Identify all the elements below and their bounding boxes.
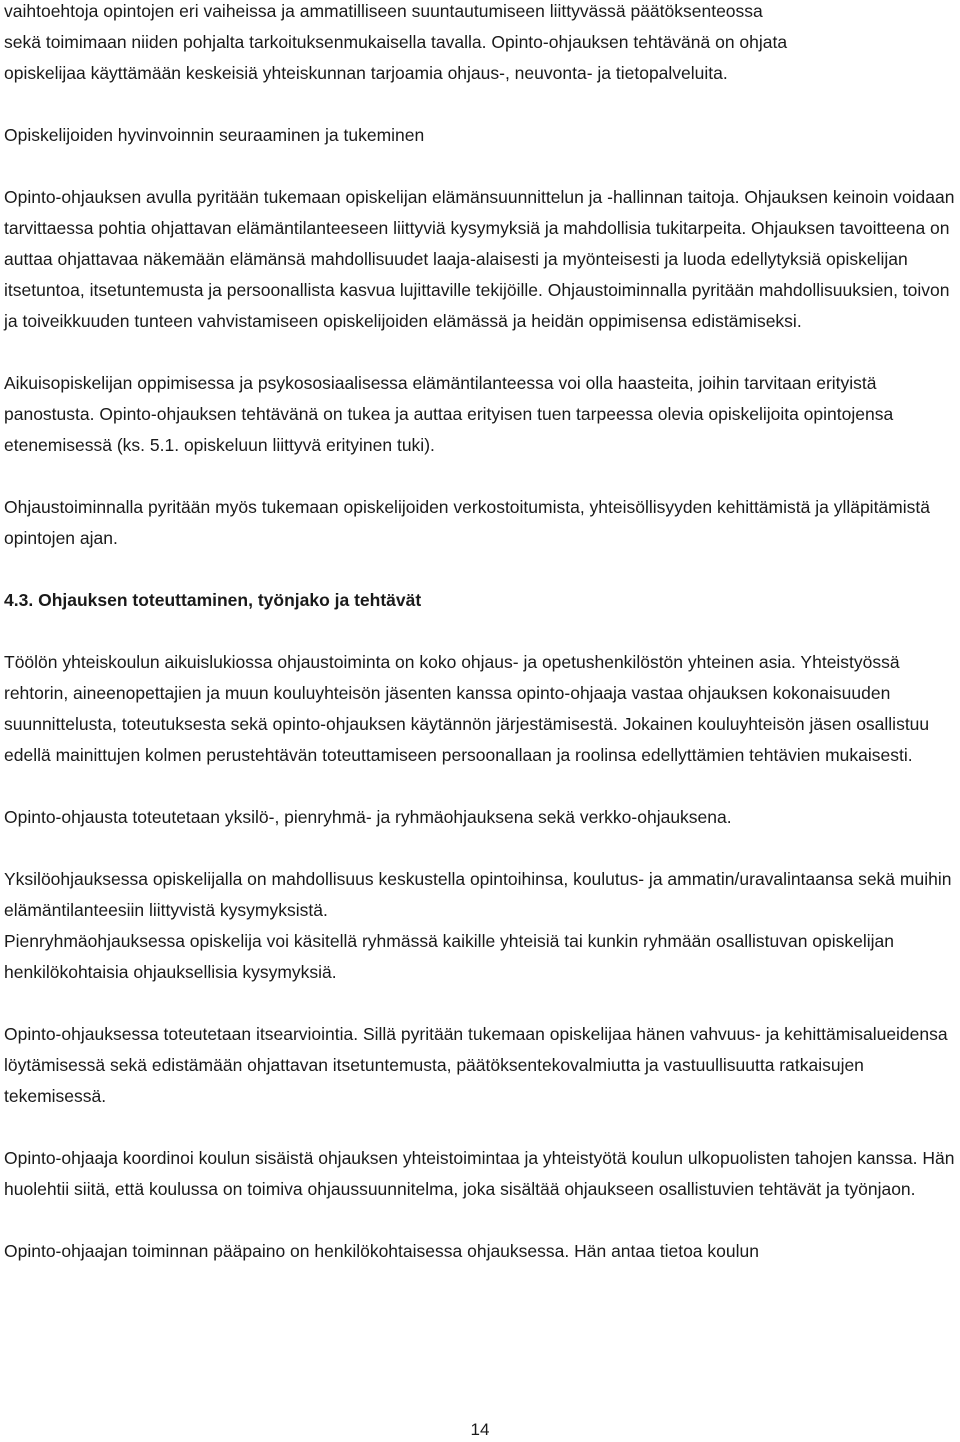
section-heading-4-3 (4, 585, 956, 616)
intro-line: sekä toimimaan niiden pohjalta tarkoituksenmukaisella tavalla. Opinto-ohjauksen tehtävänä on ohjata (4, 32, 788, 52)
paragraph: Opinto-ohjaajan toiminnan pääpaino on henkilökohtaisessa ohjauksessa. Hän antaa tietoa koulun (4, 1241, 759, 1261)
page-number: 14 (470, 1420, 490, 1439)
intro-paragraph (4, 0, 956, 89)
paragraph: Pienryhmäohjauksessa opiskelija voi käsitellä ryhmässä kaikille yhteisiä tai kunkin ryhmään osallistuvan opiskelijan henkilökohtaisia ohjauksellisia kysymyksiä. (4, 931, 895, 982)
paragraph: Opinto-ohjauksessa toteutetaan itsearviointia. Sillä pyritään tukemaan opiskelijaa hänen vahvuus- ja kehittämisalueidensa löytämisessä sekä edistämään ohjattavan itsetuntemusta, päätöksentekovalmiutta ja vastuullisuutta ratkaisujen tekemisessä. (4, 1024, 948, 1106)
paragraph: Opinto-ohjausta toteutetaan yksilö-, pienryhmä- ja ryhmäohjauksena sekä verkko-ohjauksena. (4, 807, 732, 827)
section-title: Ohjauksen toteuttaminen, työnjako ja tehtävät (38, 590, 422, 610)
paragraph: Töölön yhteiskoulun aikuislukiossa ohjaustoiminta on koko ohjaus- ja opetushenkilöstön yhteinen asia. Yhteistyössä rehtorin, aineenopettajien ja muun kouluyhteisön jäsenten kanssa opinto-ohjaaja vastaa ohjauksen kokonaisuuden suunnittelusta, toteutuksesta sekä opinto-ohjauksen käytännön järjestämisestä. Jokainen kouluyhteisön jäsen osallistuu edellä mainittujen kolmen perustehtävän toteuttamiseen persoonallaan ja roolinsa edellyttämien tehtävien mukaisesti. (4, 652, 930, 765)
section-title-wellbeing: Opiskelijoiden hyvinvoinnin seuraaminen ja tukeminen (4, 125, 425, 145)
section-number: 4.3. (4, 590, 34, 610)
document-page (4, 0, 956, 1267)
intro-line: opiskelijaa käyttämään keskeisiä yhteiskunnan tarjoamia ohjaus-, neuvonta- ja tietopalveluita. (4, 63, 728, 83)
paragraph: Ohjaustoiminnalla pyritään myös tukemaan opiskelijoiden verkostoitumista, yhteisöllisyyden kehittämistä ja ylläpitämistä opintojen ajan. (4, 497, 930, 548)
paragraph: Opinto-ohjaaja koordinoi koulun sisäistä ohjauksen yhteistoimintaa ja yhteistyötä koulun ulkopuolisten tahojen kanssa. Hän huolehtii siitä, että koulussa on toimiva ohjaussuunnitelma, joka sisältää ohjaukseen osallistuvien tehtävät ja työnjaon. (4, 1148, 955, 1199)
intro-line: vaihtoehtoja opintojen eri vaiheissa ja ammatilliseen suuntautumiseen liittyvässä päätöksenteossa (4, 1, 763, 21)
paragraph: Opinto-ohjauksen avulla pyritään tukemaan opiskelijan elämänsuunnittelun ja -hallinnan taitoja. Ohjauksen keinoin voidaan tarvittaessa pohtia ohjattavan elämäntilanteeseen liittyviä kysymyksiä ja mahdollisia tukitarpeita. Ohjauksen tavoitteena on auttaa ohjattavaa näkemään elämänsä mahdollisuudet laaja-alaisesti ja myönteisesti ja luoda edellytyksiä opiskelijan itsetuntoa, itsetuntemusta ja persoonallista kasvua lujittaville tekijöille. Ohjaustoiminnalla pyritään mahdollisuuksien, toivon ja toiveikkuuden tunteen vahvistamiseen opiskelijoiden elämässä ja heidän oppimisensa edistämiseksi. (4, 187, 955, 331)
paragraph: Yksilöohjauksessa opiskelijalla on mahdollisuus keskustella opintoihinsa, koulutus- ja ammatin/uravalintaansa sekä muihin elämäntilanteesiin liittyvistä kysymyksistä. (4, 869, 952, 920)
paragraph: Aikuisopiskelijan oppimisessa ja psykososiaalisessa elämäntilanteessa voi olla haasteita, joihin tarvitaan erityistä panostusta. Opinto-ohjauksen tehtävänä on tukea ja auttaa erityisen tuen tarpeessa olevia opiskelijoita opintojensa etenemisessä (ks. 5.1. opiskeluun liittyvä erityinen tuki). (4, 373, 894, 455)
